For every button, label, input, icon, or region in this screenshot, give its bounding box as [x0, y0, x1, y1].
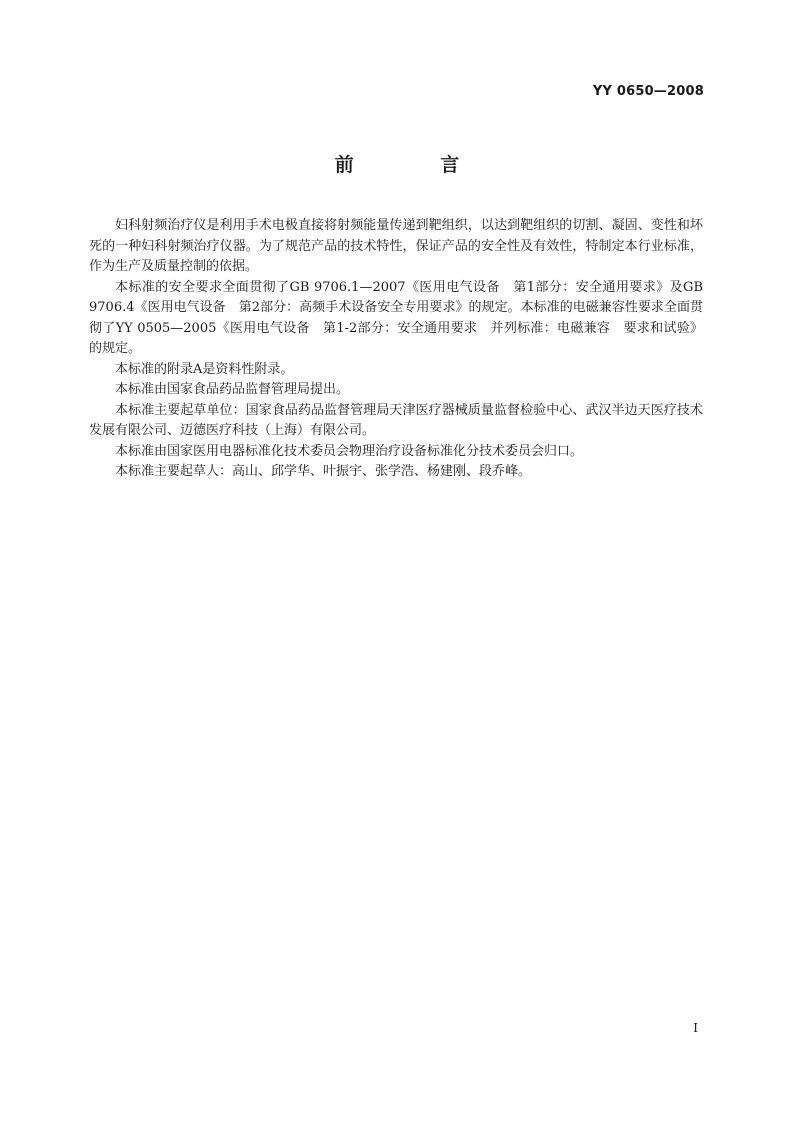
paragraph-appendix: 本标准的附录A是资料性附录。	[115, 361, 294, 377]
standard-number: YY 0650—2008	[592, 84, 704, 99]
paragraph-safety-emc: 本标准的安全要求全面贯彻了GB 9706.1—2007《医用电气设备 第1部分：安全通用要求》及GB 9706.4《医用电气设备 第2部分：高频手术设备安全专用要求》的规定。本标准的电磁兼容性要求全面贯彻了YY 0505—2005《医用电气设备 第1-2部分：安全通用要求 并列标准：电磁兼容 要求和试验》的规定。	[89, 279, 703, 356]
paragraph-committee: 本标准由国家医用电器标准化技术委员会物理治疗设备标准化分技术委员会归口。	[115, 443, 584, 459]
page-number: I	[693, 1021, 698, 1035]
paragraph-drafting-units: 本标准主要起草单位：国家食品药品监督管理局天津医疗器械质量监督检验中心、武汉半边天医疗技术发展有限公司、迈德医疗科技（上海）有限公司。	[89, 402, 703, 438]
paragraph-intro: 妇科射频治疗仪是利用手术电极直接将射频能量传递到靶组织，以达到靶组织的切割、凝固、变性和坏死的一种妇科射频治疗仪器。为了规范产品的技术特性，保证产品的安全性及有效性，特制定本行业标准，作为生产及质量控制的依据。	[89, 218, 703, 274]
paragraph-proposer: 本标准由国家食品药品监督管理局提出。	[115, 382, 350, 397]
paragraph-drafters: 本标准主要起草人：高山、邱学华、叶振宇、张学浩、杨建刚、段乔峰。	[115, 464, 532, 479]
foreword-body	[89, 216, 703, 483]
page-title: 前 言	[334, 154, 500, 176]
